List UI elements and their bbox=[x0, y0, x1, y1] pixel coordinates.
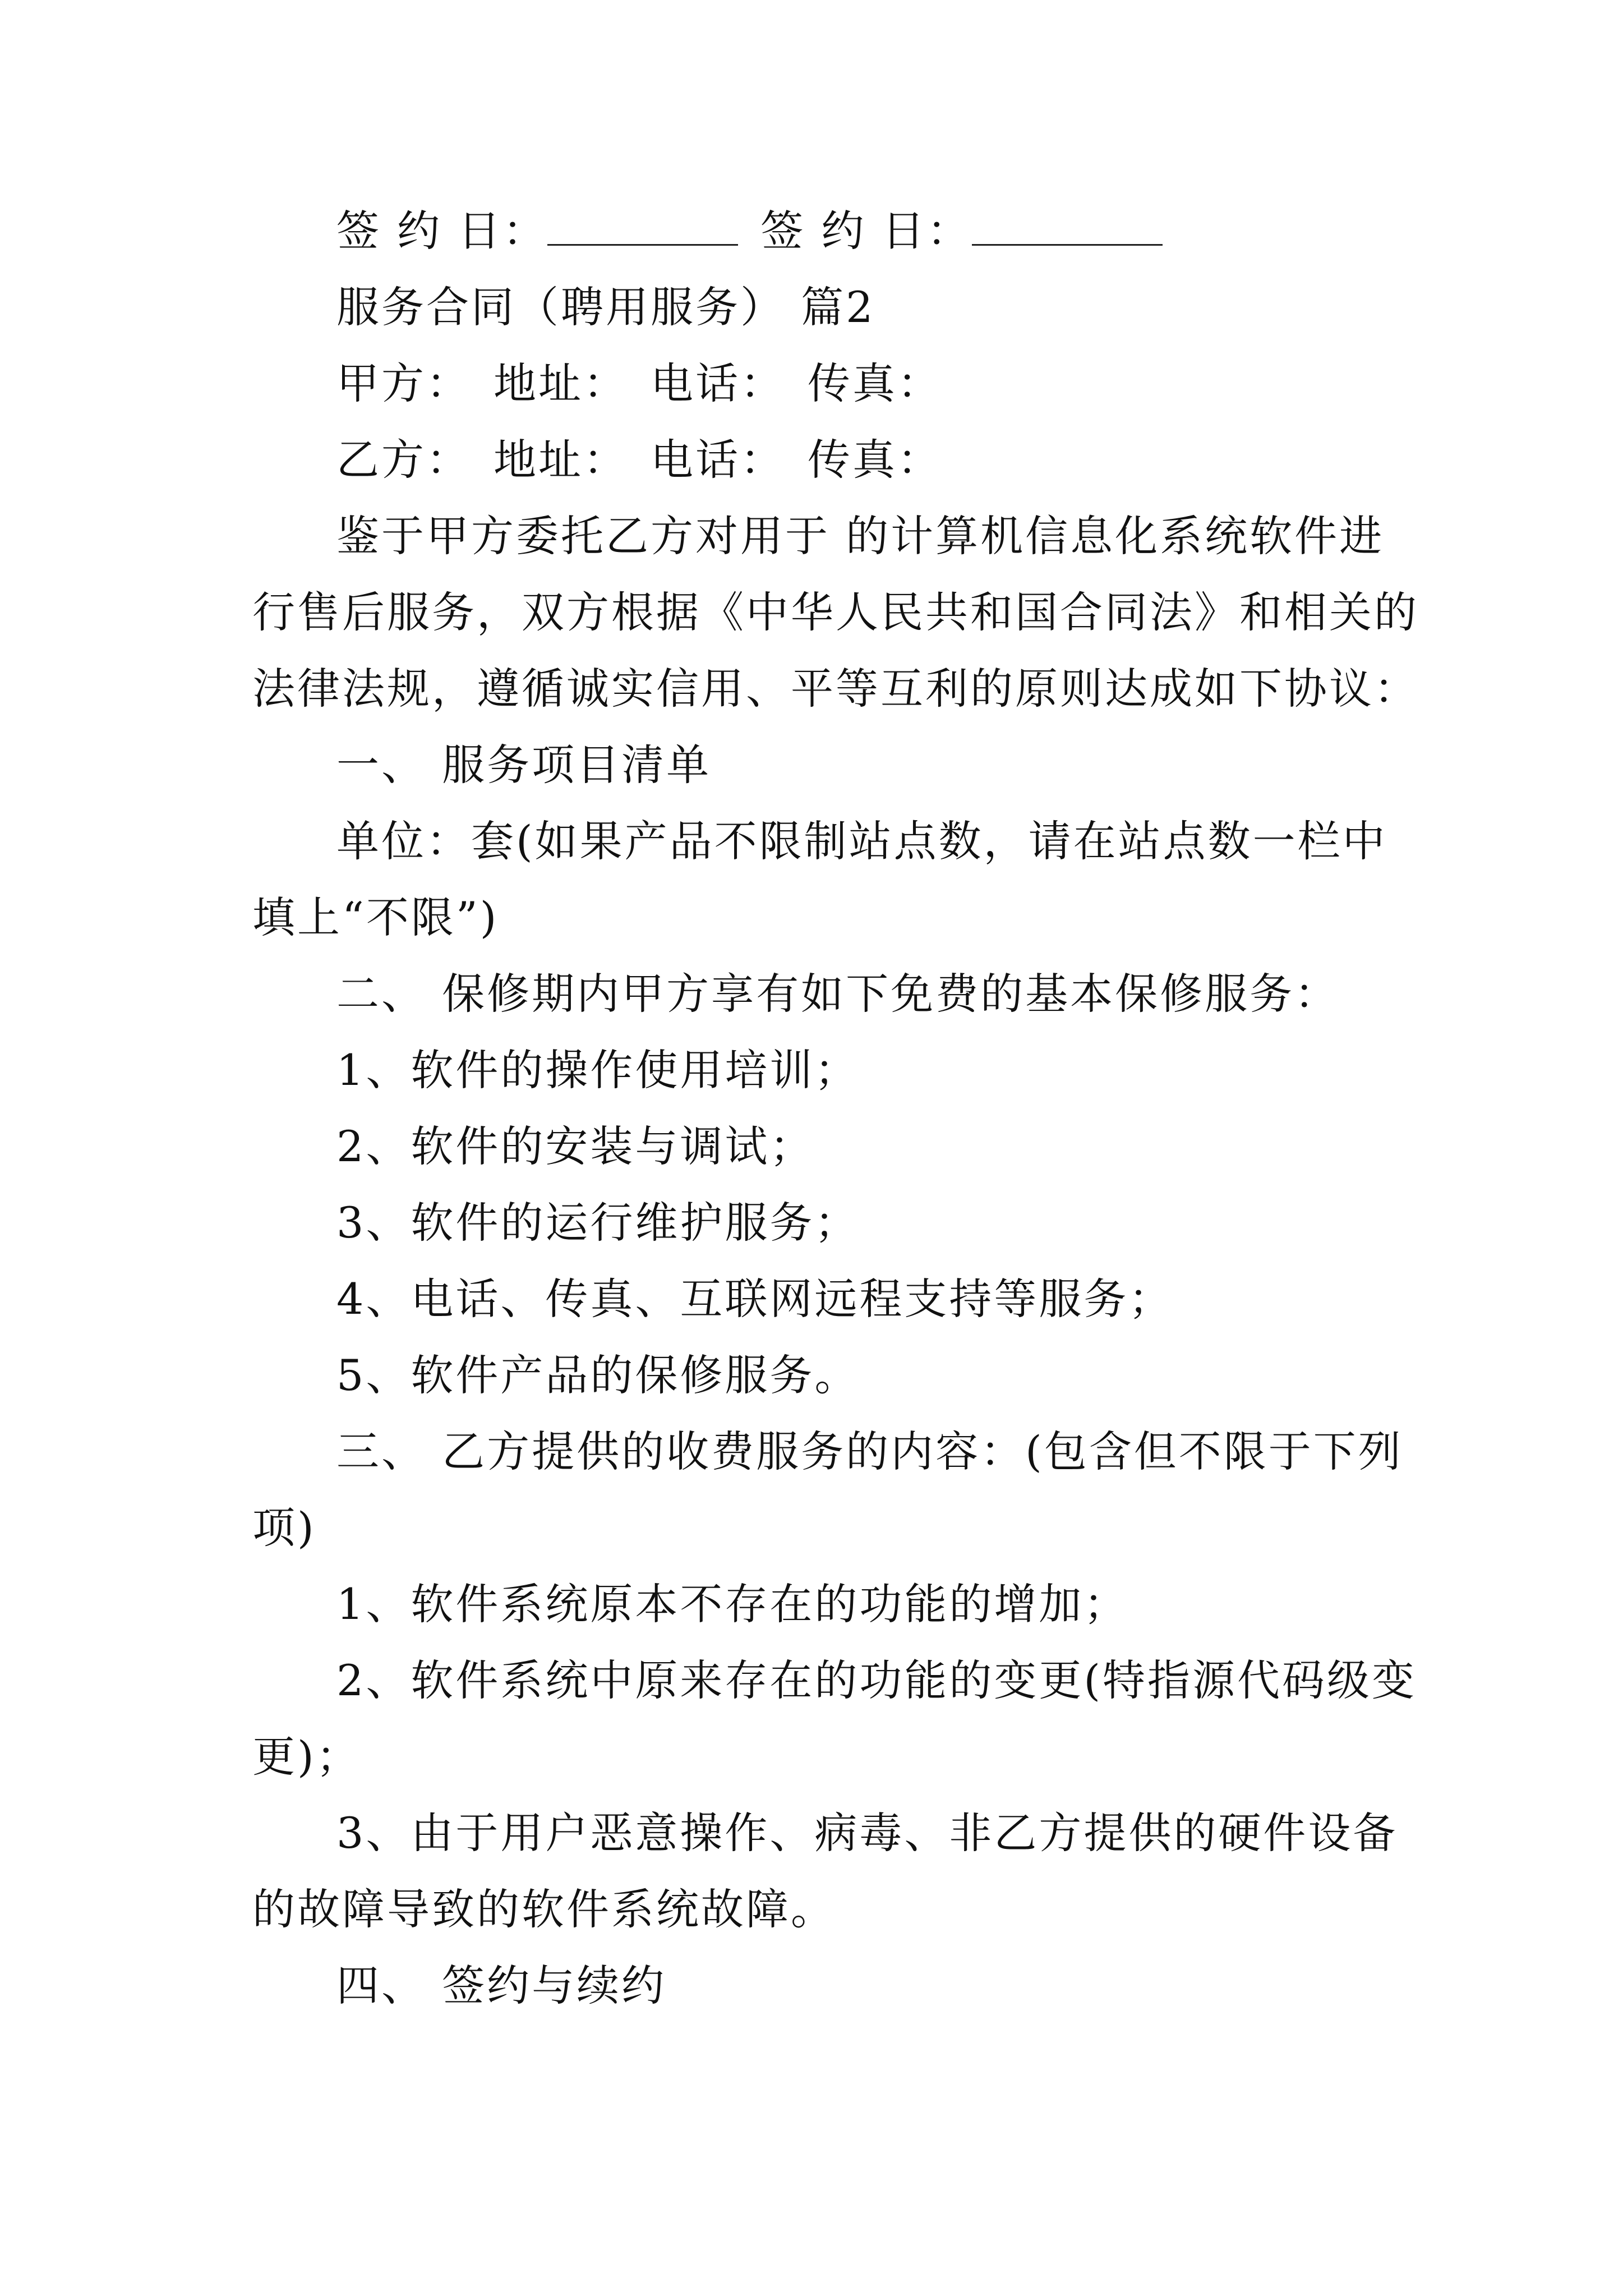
section-2-item: 3、软件的运行维护服务； bbox=[336, 1198, 860, 1248]
section-3-heading-line: 三、 乙方提供的收费服务的内容：(包含但不限于下列 bbox=[336, 1427, 1403, 1476]
party-a-fax: 传真： bbox=[808, 358, 942, 408]
signing-date-label-a: 签 约 日： bbox=[336, 206, 548, 256]
section-3-item: 1、软件系统原本不存在的功能的增加； bbox=[336, 1579, 1129, 1629]
signing-date-row bbox=[336, 203, 1385, 259]
section-2-heading: 二、 保修期内甲方享有如下免费的基本保修服务： bbox=[336, 969, 1340, 1019]
section-3-item-line: 2、软件系统中原来存在的功能的变更(特指源代码级变 bbox=[336, 1655, 1417, 1705]
party-b-fax: 传真： bbox=[808, 435, 942, 485]
party-a-name: 甲方： bbox=[336, 358, 471, 408]
section-3-item-line: 的故障导致的软件系统故障。 bbox=[252, 1884, 836, 1934]
section-1-heading: 一、 服务项目清单 bbox=[336, 740, 712, 790]
party-b-address: 地址： bbox=[494, 435, 628, 485]
intro-line: 法律法规，遵循诚实信用、平等互利的原则达成如下协议： bbox=[252, 664, 1419, 714]
party-a-address: 地址： bbox=[494, 358, 628, 408]
section-1-unit-line: 单位：套(如果产品不限制站点数，请在站点数一栏中 bbox=[336, 816, 1387, 866]
section-2-item: 5、软件产品的保修服务。 bbox=[336, 1350, 860, 1400]
section-2-item: 4、电话、传真、互联网远程支持等服务； bbox=[336, 1274, 1174, 1324]
party-a-phone: 电话： bbox=[651, 358, 785, 408]
document-title: 服务合同（聘用服务） 篇2 bbox=[336, 282, 875, 332]
intro-line: 鉴于甲方委托乙方对用于 的计算机信息化系统软件进 bbox=[336, 511, 1385, 561]
party-b-phone: 电话： bbox=[651, 435, 785, 485]
signing-date-blank-b bbox=[972, 210, 1163, 246]
party-a-row bbox=[336, 356, 1385, 412]
section-2-item: 1、软件的操作使用培训； bbox=[336, 1045, 860, 1095]
section-3-item-line: 更)； bbox=[252, 1732, 361, 1782]
section-3-heading-line: 项) bbox=[252, 1503, 316, 1553]
intro-line: 行售后服务，双方根据《中华人民共和国合同法》和相关的 bbox=[252, 587, 1419, 637]
party-b-name: 乙方： bbox=[336, 435, 471, 485]
section-3-item-line: 3、由于用户恶意操作、病毒、非乙方提供的硬件设备 bbox=[336, 1808, 1398, 1858]
section-4-heading: 四、 签约与续约 bbox=[336, 1961, 667, 2010]
section-2-item: 2、软件的安装与调试； bbox=[336, 1121, 815, 1171]
signing-date-label-b: 签 约 日： bbox=[760, 206, 972, 256]
section-1-unit-line: 填上“不限”) bbox=[252, 892, 499, 942]
signing-date-blank-a bbox=[547, 210, 738, 246]
party-b-row bbox=[336, 432, 1385, 488]
